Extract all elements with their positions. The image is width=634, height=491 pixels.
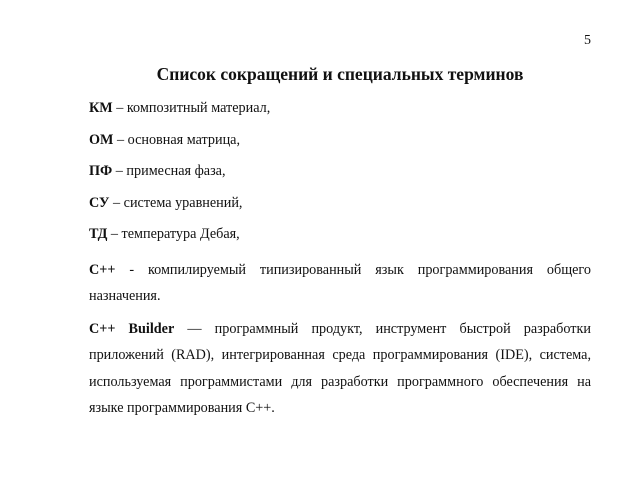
term-definition: – примесная фаза,	[112, 163, 226, 179]
term-entry-td	[89, 225, 591, 243]
term-entry-pf	[89, 162, 591, 180]
term-abbr: СУ	[89, 194, 110, 211]
term-entry-km	[89, 99, 591, 117]
term-abbr: C++ Builder	[89, 320, 175, 337]
term-entry-om	[89, 131, 591, 149]
term-entry-su	[89, 194, 591, 212]
term-definition: – основная матрица,	[113, 131, 241, 148]
term-entry-cpp-builder	[89, 316, 591, 422]
term-abbr: ОМ	[89, 131, 114, 148]
terms-list	[89, 99, 591, 428]
term-definition: – композитный материал,	[112, 100, 271, 116]
term-abbr: ТД	[89, 226, 108, 242]
term-definition: – система уравнений,	[109, 194, 243, 211]
term-abbr: С++	[89, 261, 116, 278]
term-entry-cpp	[89, 257, 591, 310]
page-title: Список сокращений и специальных терминов	[156, 64, 524, 84]
page-number: 5	[584, 33, 591, 48]
term-definition: — программный продукт, инструмент быстрой разработки приложений (RAD), интегрированная среда программирования (IDE), система, используемая программистами для разработки программного обеспечения на языке программирования C++.	[89, 320, 591, 416]
term-abbr: ПФ	[89, 163, 113, 179]
term-definition: – температура Дебая,	[107, 226, 240, 242]
term-abbr: КМ	[89, 100, 113, 116]
term-definition: - компилируемый типизированный язык программирования общего назначения.	[89, 261, 591, 304]
